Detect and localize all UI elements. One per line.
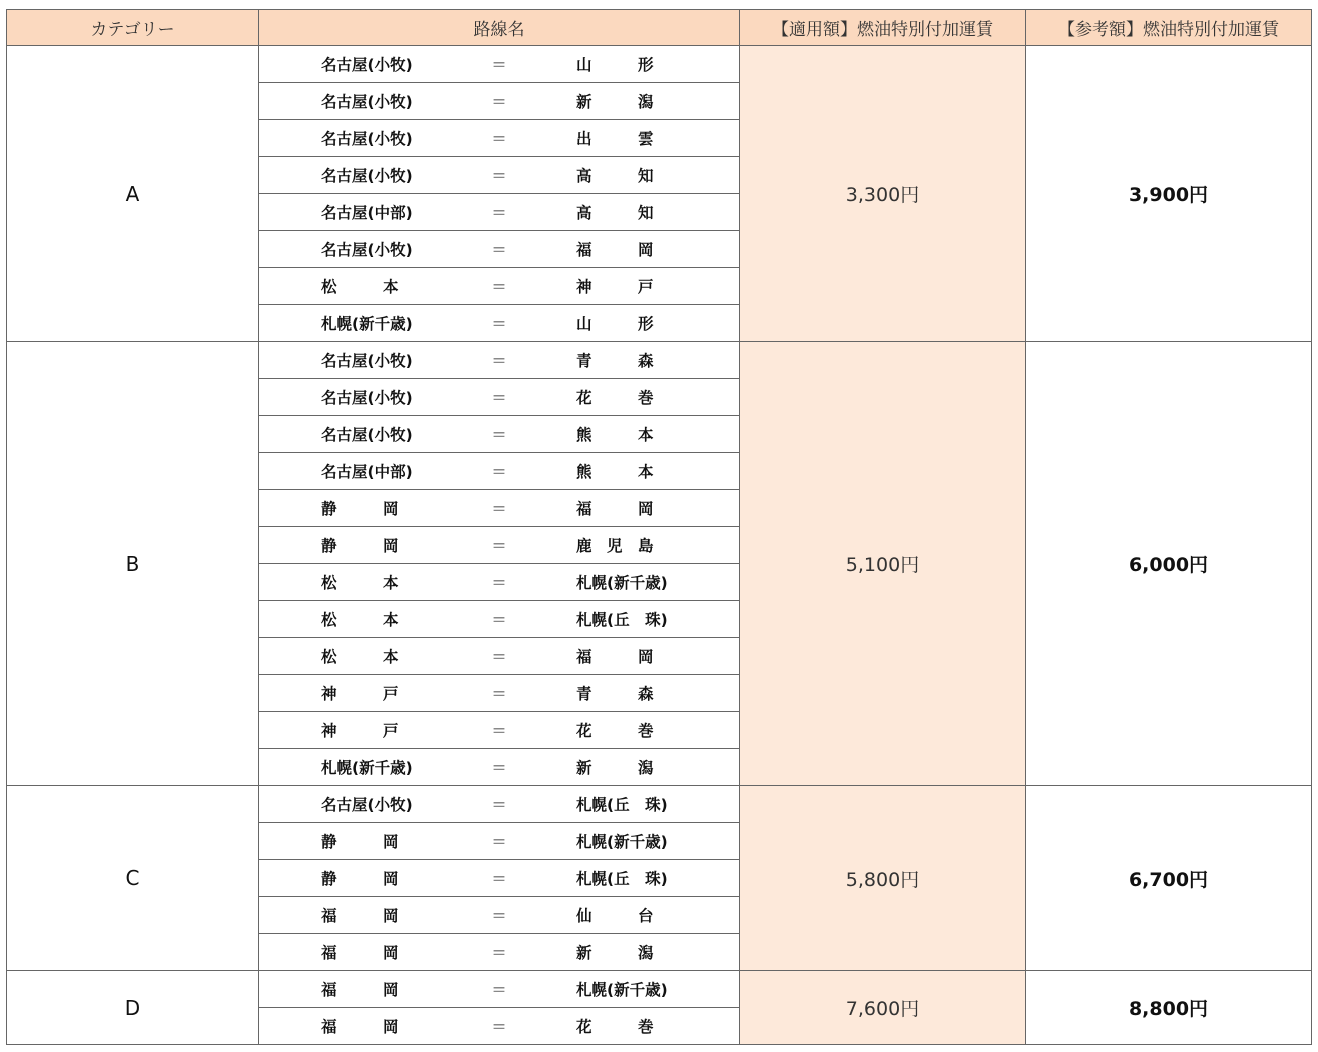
reference-amount-cell: 6,700円	[1026, 786, 1312, 971]
route-cell	[259, 231, 740, 268]
route-origin: 名古屋(小牧)	[321, 241, 413, 259]
route-cell	[259, 490, 740, 527]
route-destination: 札幌(丘 珠)	[576, 870, 668, 888]
route-origin: 福 岡	[321, 1018, 399, 1036]
route-cell	[259, 749, 740, 786]
route-separator: ＝	[491, 944, 507, 962]
route-origin: 名古屋(小牧)	[321, 167, 413, 185]
category-cell: A	[7, 46, 259, 342]
route-destination: 新 潟	[576, 944, 654, 962]
route-origin: 静 岡	[321, 870, 399, 888]
applied-amount-cell: 7,600円	[740, 971, 1026, 1045]
route-origin: 静 岡	[321, 833, 399, 851]
route-cell	[259, 527, 740, 564]
route-separator: ＝	[491, 907, 507, 925]
route-cell	[259, 971, 740, 1008]
route-destination: 花 巻	[576, 722, 654, 740]
route-destination: 青 森	[576, 685, 654, 703]
route-separator: ＝	[491, 759, 507, 777]
route-separator: ＝	[491, 167, 507, 185]
route-origin: 福 岡	[321, 981, 399, 999]
route-origin: 松 本	[321, 574, 399, 592]
table-row	[7, 342, 1312, 379]
route-cell	[259, 305, 740, 342]
route-origin: 札幌(新千歳)	[321, 759, 413, 777]
route-separator: ＝	[491, 315, 507, 333]
category-cell: B	[7, 342, 259, 786]
route-separator: ＝	[491, 537, 507, 555]
header-route: 路線名	[259, 10, 740, 46]
header-row	[7, 10, 1312, 46]
route-destination: 熊 本	[576, 463, 654, 481]
route-origin: 名古屋(中部)	[321, 463, 413, 481]
route-cell	[259, 83, 740, 120]
route-origin: 名古屋(小牧)	[321, 130, 413, 148]
route-separator: ＝	[491, 463, 507, 481]
route-cell	[259, 1008, 740, 1045]
route-destination: 仙 台	[576, 907, 654, 925]
route-destination: 福 岡	[576, 500, 654, 518]
route-destination: 札幌(新千歳)	[576, 574, 668, 592]
route-destination: 新 潟	[576, 759, 654, 777]
route-separator: ＝	[491, 574, 507, 592]
route-cell	[259, 416, 740, 453]
route-origin: 神 戸	[321, 722, 399, 740]
route-cell	[259, 712, 740, 749]
route-destination: 札幌(丘 珠)	[576, 611, 668, 629]
route-cell	[259, 379, 740, 416]
route-destination: 新 潟	[576, 93, 654, 111]
route-separator: ＝	[491, 56, 507, 74]
route-cell	[259, 342, 740, 379]
applied-amount-cell: 5,100円	[740, 342, 1026, 786]
route-separator: ＝	[491, 722, 507, 740]
route-cell	[259, 823, 740, 860]
route-origin: 神 戸	[321, 685, 399, 703]
route-origin: 名古屋(中部)	[321, 204, 413, 222]
table-row	[7, 46, 1312, 83]
category-cell: D	[7, 971, 259, 1045]
route-separator: ＝	[491, 870, 507, 888]
route-cell	[259, 675, 740, 712]
route-separator: ＝	[491, 352, 507, 370]
route-separator: ＝	[491, 130, 507, 148]
route-separator: ＝	[491, 204, 507, 222]
route-origin: 名古屋(小牧)	[321, 426, 413, 444]
route-destination: 花 巻	[576, 1018, 654, 1036]
reference-amount-cell: 6,000円	[1026, 342, 1312, 786]
route-origin: 札幌(新千歳)	[321, 315, 413, 333]
route-separator: ＝	[491, 93, 507, 111]
table-row	[7, 786, 1312, 823]
route-destination: 山 形	[576, 56, 654, 74]
reference-amount-cell: 3,900円	[1026, 46, 1312, 342]
route-destination: 神 戸	[576, 278, 654, 296]
route-cell	[259, 638, 740, 675]
route-cell	[259, 157, 740, 194]
route-separator: ＝	[491, 500, 507, 518]
route-destination: 福 岡	[576, 648, 654, 666]
header-category: カテゴリー	[7, 10, 259, 46]
route-origin: 静 岡	[321, 537, 399, 555]
route-origin: 松 本	[321, 611, 399, 629]
route-separator: ＝	[491, 648, 507, 666]
route-cell	[259, 897, 740, 934]
route-cell	[259, 194, 740, 231]
fuel-surcharge-table	[6, 9, 1312, 1045]
header-reference-amount: 【参考額】燃油特別付加運賃	[1026, 10, 1312, 46]
route-origin: 名古屋(小牧)	[321, 352, 413, 370]
route-destination: 札幌(丘 珠)	[576, 796, 668, 814]
route-separator: ＝	[491, 833, 507, 851]
route-origin: 静 岡	[321, 500, 399, 518]
route-destination: 札幌(新千歳)	[576, 981, 668, 999]
route-destination: 鹿 児 島	[576, 537, 654, 555]
route-origin: 名古屋(小牧)	[321, 56, 413, 74]
route-separator: ＝	[491, 1018, 507, 1036]
route-separator: ＝	[491, 685, 507, 703]
route-destination: 高 知	[576, 204, 654, 222]
route-origin: 名古屋(小牧)	[321, 389, 413, 407]
route-destination: 福 岡	[576, 241, 654, 259]
route-cell	[259, 786, 740, 823]
route-destination: 札幌(新千歳)	[576, 833, 668, 851]
route-separator: ＝	[491, 796, 507, 814]
route-separator: ＝	[491, 278, 507, 296]
reference-amount-cell: 8,800円	[1026, 971, 1312, 1045]
route-origin: 名古屋(小牧)	[321, 93, 413, 111]
route-origin: 松 本	[321, 648, 399, 666]
route-destination: 高 知	[576, 167, 654, 185]
route-separator: ＝	[491, 611, 507, 629]
table-row	[7, 971, 1312, 1008]
applied-amount-cell: 3,300円	[740, 46, 1026, 342]
route-cell	[259, 268, 740, 305]
route-destination: 山 形	[576, 315, 654, 333]
route-separator: ＝	[491, 389, 507, 407]
route-destination: 花 巻	[576, 389, 654, 407]
route-cell	[259, 453, 740, 490]
route-destination: 出 雲	[576, 130, 654, 148]
route-cell	[259, 860, 740, 897]
category-cell: C	[7, 786, 259, 971]
route-origin: 松 本	[321, 278, 399, 296]
route-separator: ＝	[491, 241, 507, 259]
route-separator: ＝	[491, 426, 507, 444]
route-destination: 熊 本	[576, 426, 654, 444]
route-origin: 名古屋(小牧)	[321, 796, 413, 814]
route-cell	[259, 601, 740, 638]
header-applied-amount: 【適用額】燃油特別付加運賃	[740, 10, 1026, 46]
route-separator: ＝	[491, 981, 507, 999]
route-cell	[259, 120, 740, 157]
applied-amount-cell: 5,800円	[740, 786, 1026, 971]
route-origin: 福 岡	[321, 944, 399, 962]
route-origin: 福 岡	[321, 907, 399, 925]
route-cell	[259, 564, 740, 601]
route-cell	[259, 46, 740, 83]
route-cell	[259, 934, 740, 971]
table-body	[7, 46, 1312, 1045]
route-destination: 青 森	[576, 352, 654, 370]
